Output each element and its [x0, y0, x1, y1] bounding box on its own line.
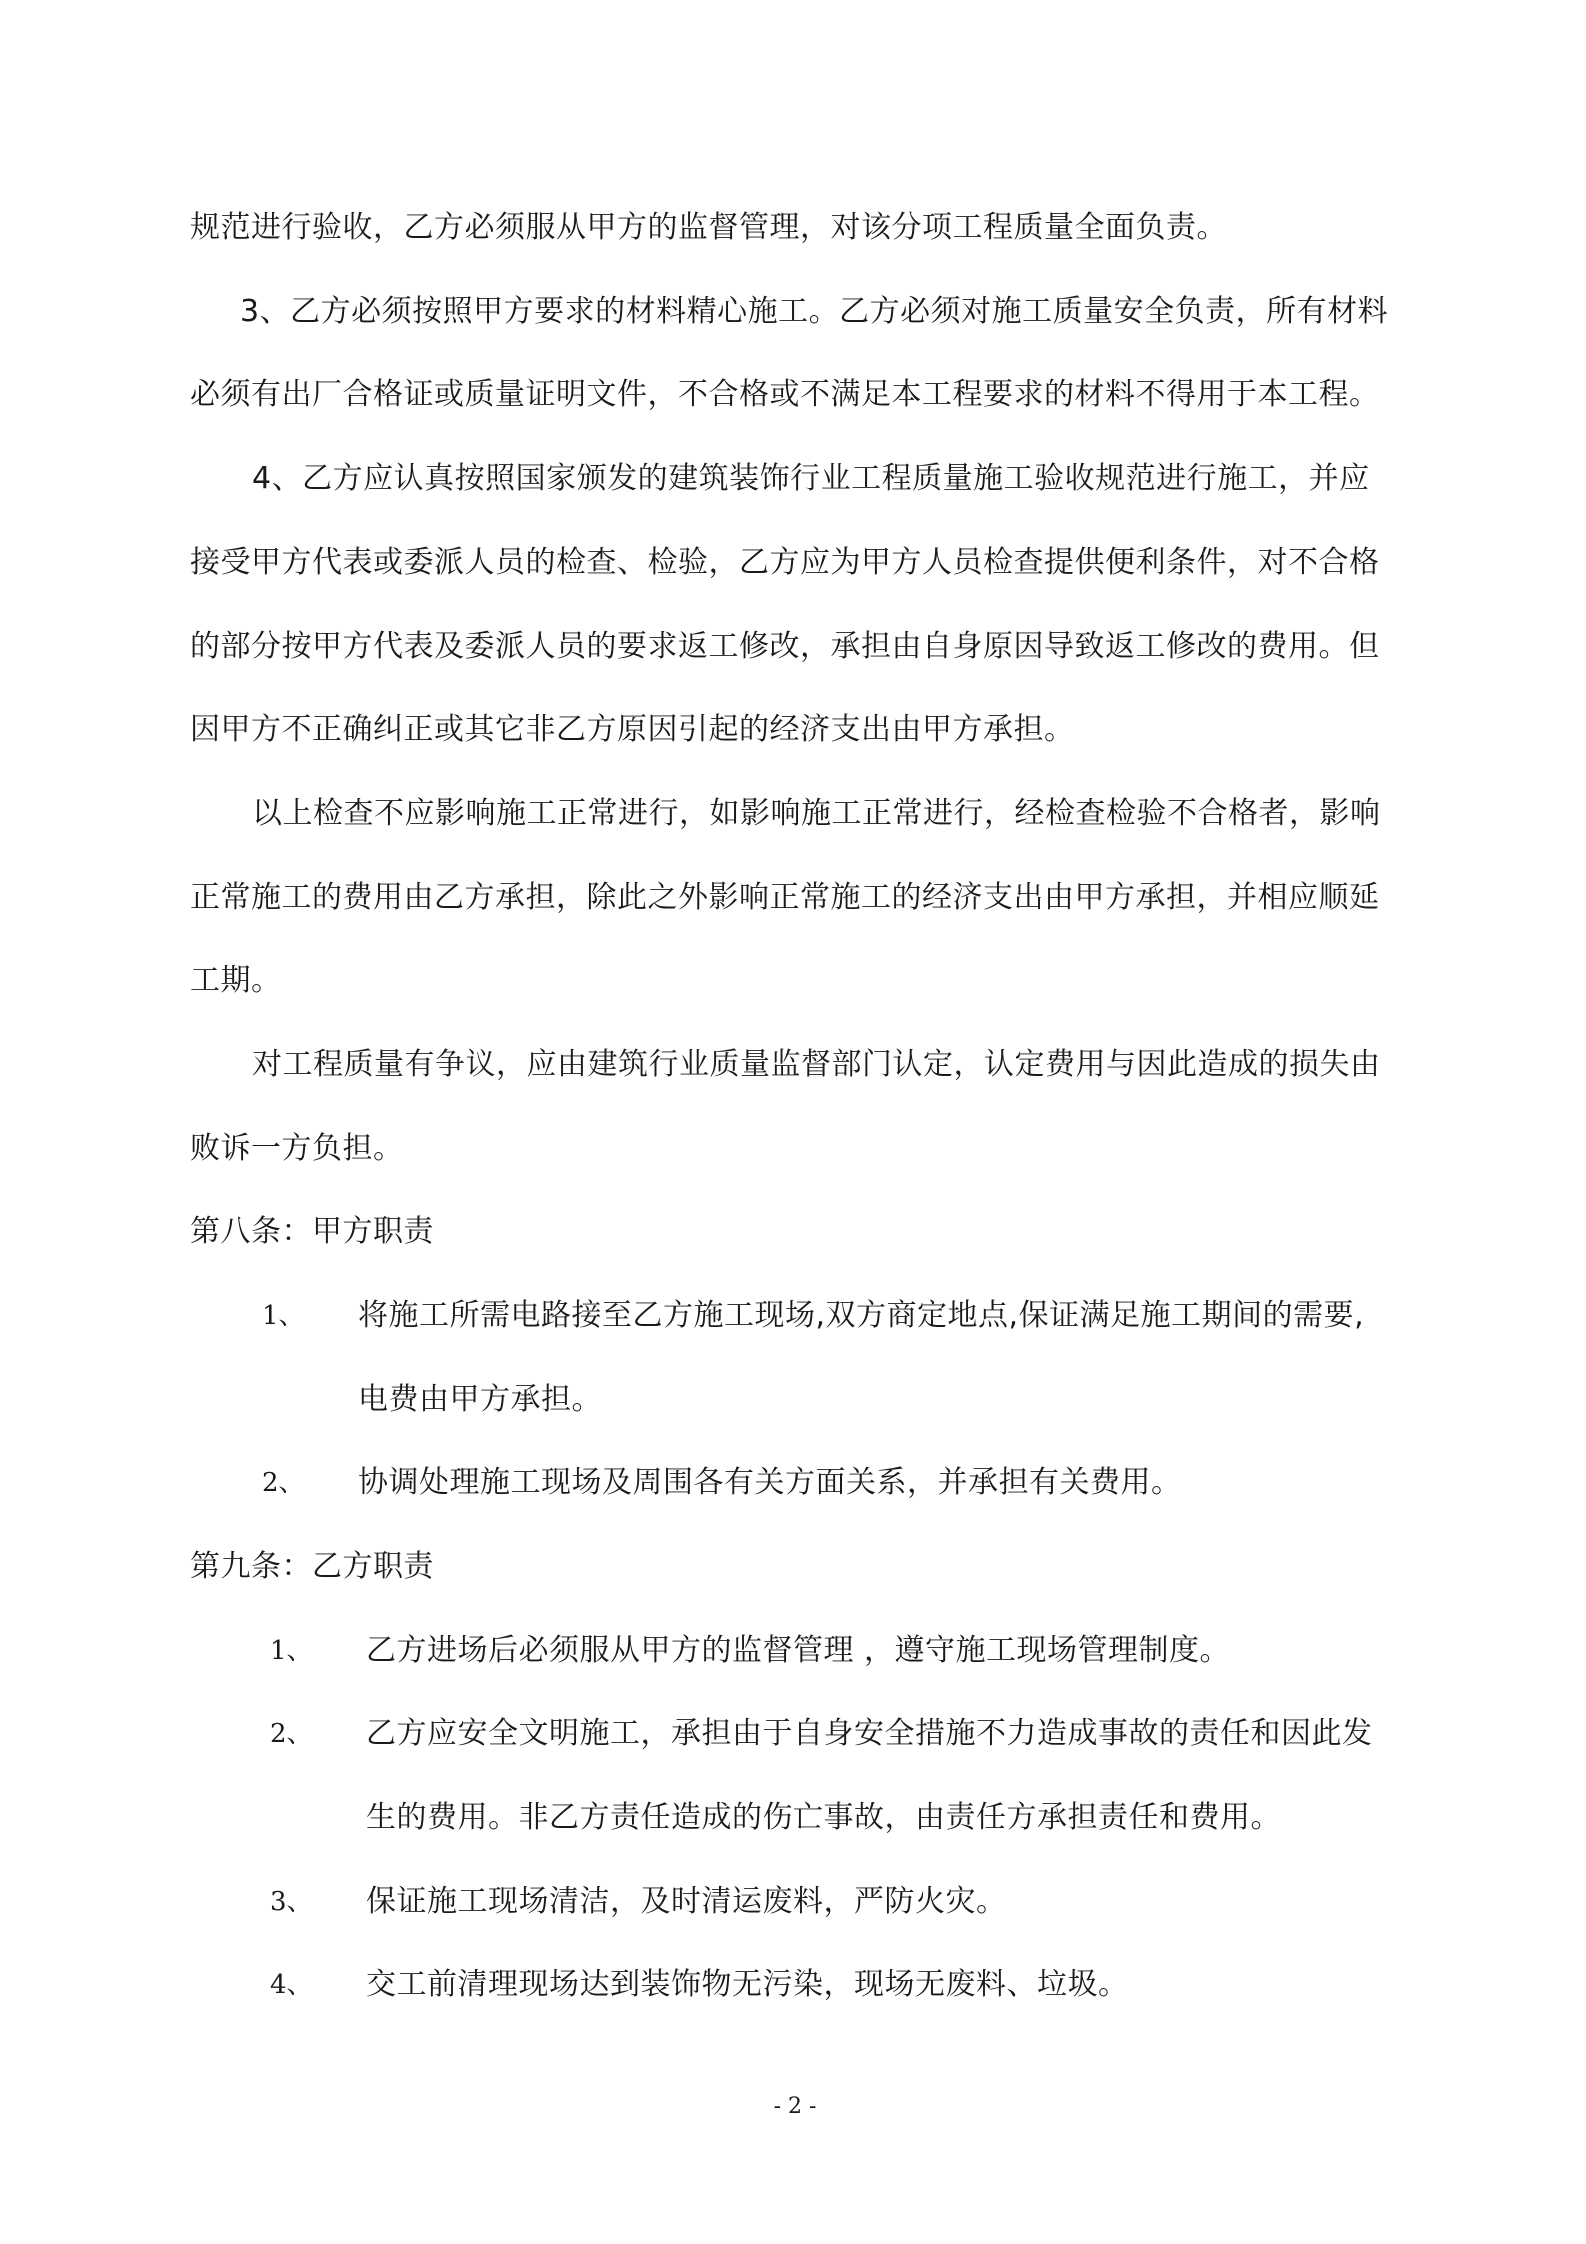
article-8-heading: 第八条：甲方职责 [190, 1214, 434, 1249]
item-number: 1、 [262, 1301, 305, 1331]
body-line: 接受甲方代表或委派人员的检查、检验，乙方应为甲方人员检查提供便利条件，对不合格 [190, 545, 1380, 580]
clause-3-line: 3、乙方必须按照甲方要求的材料精心施工。乙方必须对施工质量安全负责，所有材料 [240, 294, 1389, 329]
body-line: 对工程质量有争议，应由建筑行业质量监督部门认定，认定费用与因此造成的损失由 [252, 1047, 1381, 1082]
list-item-line: 协调处理施工现场及周围各有关方面关系，并承担有关费用。 [358, 1465, 1182, 1500]
item-number: 2、 [262, 1468, 305, 1498]
body-line: 败诉一方负担。 [190, 1131, 404, 1166]
body-line: 正常施工的费用由乙方承担，除此之外影响正常施工的经济支出由甲方承担，并相应顺延 [190, 880, 1380, 915]
body-line: 必须有出厂合格证或质量证明文件，不合格或不满足本工程要求的材料不得用于本工程。 [190, 377, 1380, 412]
item-number: 1、 [270, 1636, 313, 1666]
body-line: 以上检查不应影响施工正常进行，如影响施工正常进行，经检查检验不合格者，影响 [252, 796, 1381, 831]
body-line: 因甲方不正确纠正或其它非乙方原因引起的经济支出由甲方承担。 [190, 712, 1075, 747]
body-line: 规范进行验收，乙方必须服从甲方的监督管理，对该分项工程质量全面负责。 [190, 210, 1227, 245]
clause-4-line: 4、乙方应认真按照国家颁发的建筑装饰行业工程质量施工验收规范进行施工，并应 [252, 461, 1370, 496]
list-item-line: 乙方进场后必须服从甲方的监督管理 ，遵守施工现场管理制度。 [366, 1633, 1231, 1668]
list-item-line: 将施工所需电路接至乙方施工现场,双方商定地点,保证满足施工期间的需要, [358, 1298, 1365, 1333]
body-line: 工期。 [190, 963, 282, 998]
list-item-line: 乙方应安全文明施工，承担由于自身安全措施不力造成事故的责任和因此发 [366, 1716, 1373, 1751]
list-item-line: 保证施工现场清洁，及时清运废料，严防火灾。 [366, 1884, 1007, 1919]
item-number: 3、 [270, 1887, 313, 1917]
list-item-line: 交工前清理现场达到装饰物无污染，现场无废料、垃圾。 [366, 1967, 1129, 2002]
body-line: 的部分按甲方代表及委派人员的要求返工修改，承担由自身原因导致返工修改的费用。但 [190, 629, 1380, 664]
item-number: 4、 [270, 1970, 313, 2000]
list-item-line: 电费由甲方承担。 [358, 1382, 602, 1417]
article-9-heading: 第九条：乙方职责 [190, 1549, 434, 1584]
item-number: 2、 [270, 1719, 313, 1749]
page-number: - 2 - [773, 2094, 817, 2119]
list-item-line: 生的费用。非乙方责任造成的伤亡事故，由责任方承担责任和费用。 [366, 1800, 1281, 1835]
